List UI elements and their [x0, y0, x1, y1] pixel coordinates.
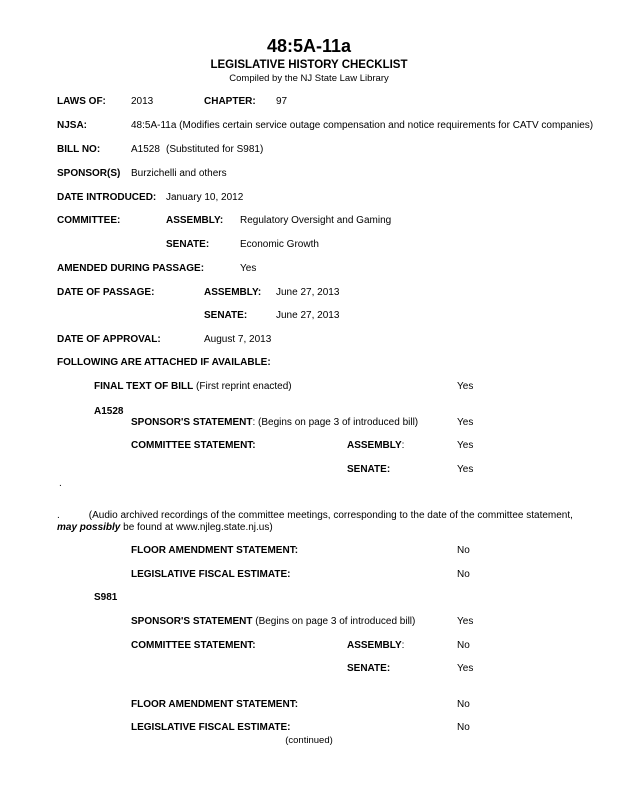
passage-senate-value: June 27, 2013	[276, 310, 340, 321]
s981-sponsor-value: Yes	[457, 616, 474, 627]
s981-senate-value: Yes	[457, 663, 474, 674]
chapter-label: CHAPTER:	[204, 96, 256, 107]
bill-no-value: A1528	[131, 144, 160, 155]
sponsors-label: SPONSOR(S)	[57, 168, 121, 179]
a1528-assembly-value: Yes	[457, 440, 474, 451]
attached-heading: FOLLOWING ARE ATTACHED IF AVAILABLE:	[57, 357, 271, 368]
a1528-assembly-label: ASSEMBLY	[347, 440, 402, 451]
audio-note-part2: be found at www.njleg.state.nj.us)	[120, 522, 273, 533]
passage-assembly-label: ASSEMBLY:	[204, 287, 262, 298]
date-introduced-label: DATE INTRODUCED:	[57, 192, 157, 203]
passage-senate-label: SENATE:	[204, 310, 248, 321]
audio-note-part1: (Audio archived recordings of the committee meetings, corresponding to the date of the committee statement,	[88, 510, 573, 521]
a1528-fiscal-label: LEGISLATIVE FISCAL ESTIMATE:	[131, 569, 291, 580]
a1528-fiscal-value: No	[457, 569, 470, 580]
checklist-title: LEGISLATIVE HISTORY CHECKLIST	[210, 59, 408, 71]
s981-committee-label: COMMITTEE STATEMENT:	[131, 640, 256, 651]
s981-heading: S981	[94, 592, 118, 603]
final-text-value: Yes	[457, 381, 474, 392]
passage-assembly-value: June 27, 2013	[276, 287, 340, 298]
committee-assembly-value: Regulatory Oversight and Gaming	[240, 215, 392, 226]
amended-value: Yes	[240, 263, 257, 274]
a1528-floor-value: No	[457, 545, 470, 556]
dot-marker-1: .	[59, 478, 62, 489]
committee-senate-label: SENATE:	[166, 239, 210, 250]
bill-no-label: BILL NO:	[57, 144, 101, 155]
s981-floor-value: No	[457, 699, 470, 710]
s981-floor-label: FLOOR AMENDMENT STATEMENT:	[131, 699, 299, 710]
njsa-label: NJSA:	[57, 120, 88, 131]
a1528-senate-label: SENATE:	[347, 464, 391, 475]
a1528-assembly-colon: :	[401, 440, 405, 451]
a1528-sponsor-label: SPONSOR'S STATEMENT	[131, 417, 253, 428]
date-of-passage-label: DATE OF PASSAGE:	[57, 287, 155, 298]
bill-no-note: (Substituted for S981)	[166, 144, 264, 155]
s981-assembly-value: No	[457, 640, 470, 651]
committee-label: COMMITTEE:	[57, 215, 121, 226]
final-text-note: (First reprint enacted)	[196, 381, 292, 392]
a1528-committee-label: COMMITTEE STATEMENT:	[131, 440, 256, 451]
a1528-floor-label: FLOOR AMENDMENT STATEMENT:	[131, 545, 299, 556]
s981-fiscal-label: LEGISLATIVE FISCAL ESTIMATE:	[131, 722, 291, 733]
s981-assembly-label: ASSEMBLY	[347, 640, 402, 651]
date-of-approval-value: August 7, 2013	[204, 334, 272, 345]
a1528-sponsor-row	[131, 417, 418, 429]
a1528-sponsor-note: : (Begins on page 3 of introduced bill)	[252, 417, 419, 428]
chapter-value: 97	[276, 96, 288, 107]
committee-assembly-label: ASSEMBLY:	[166, 215, 224, 226]
sponsors-value: Burzichelli and others	[131, 168, 227, 179]
compiled-by: Compiled by the NJ State Law Library	[229, 73, 389, 84]
audio-dot: .	[57, 510, 60, 521]
a1528-sponsor-value: Yes	[457, 417, 474, 428]
a1528-heading: A1528	[94, 406, 124, 417]
audio-note	[57, 510, 577, 534]
laws-of-label: LAWS OF:	[57, 96, 106, 107]
audio-note-emphasis: may possibly	[57, 522, 121, 533]
date-of-approval-label: DATE OF APPROVAL:	[57, 334, 161, 345]
s981-fiscal-value: No	[457, 722, 470, 733]
final-text-row	[94, 381, 292, 393]
s981-assembly-row	[347, 640, 404, 652]
s981-sponsor-row	[131, 616, 415, 628]
s981-sponsor-label: SPONSOR'S STATEMENT	[131, 616, 253, 627]
final-text-label: FINAL TEXT OF BILL	[94, 381, 194, 392]
laws-of-value: 2013	[131, 96, 154, 107]
date-introduced-value: January 10, 2012	[166, 192, 244, 203]
committee-senate-value: Economic Growth	[240, 239, 319, 250]
a1528-senate-value: Yes	[457, 464, 474, 475]
njsa-value: 48:5A-11a (Modifies certain service outage compensation and notice requirements for CATV companies)	[131, 120, 594, 131]
continued-note: (continued)	[285, 735, 333, 746]
citation-title: 48:5A-11a	[266, 36, 352, 56]
amended-label: AMENDED DURING PASSAGE:	[57, 263, 205, 274]
s981-assembly-colon: :	[401, 640, 405, 651]
s981-sponsor-note: (Begins on page 3 of introduced bill)	[252, 616, 416, 627]
a1528-assembly-row	[347, 440, 404, 452]
s981-senate-label: SENATE:	[347, 663, 391, 674]
